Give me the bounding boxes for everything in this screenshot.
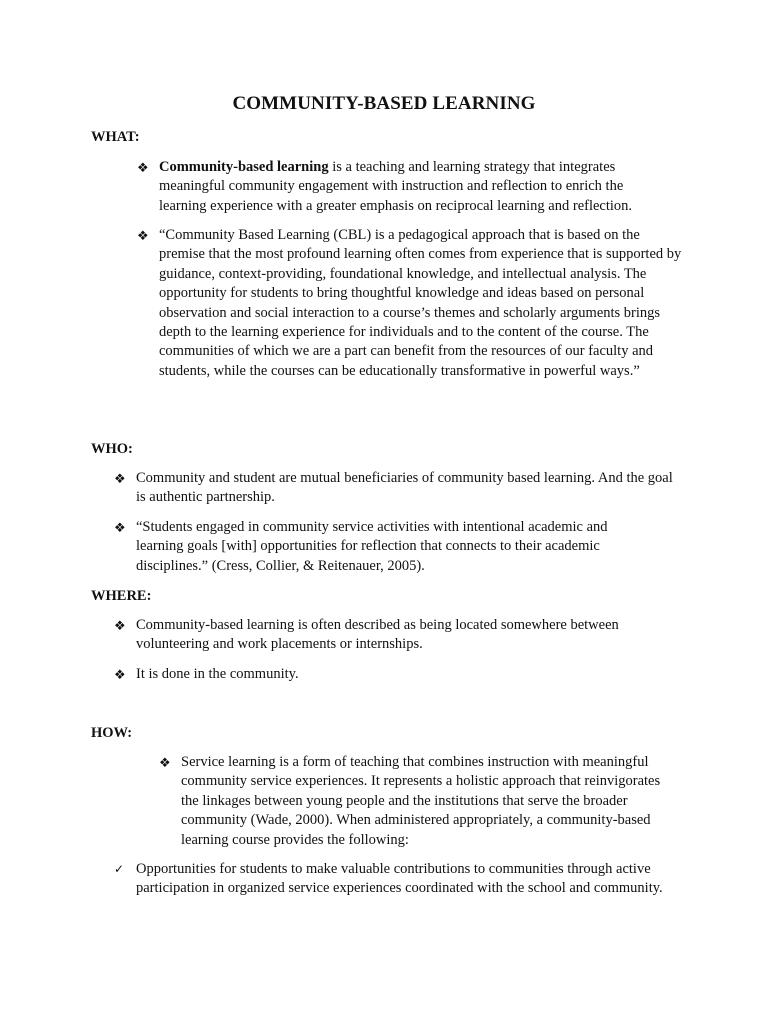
list-item <box>114 518 656 576</box>
diamond-bullet-icon: ❖ <box>114 471 126 486</box>
list-item-text: Service learning is a form of teaching that combines instruction with meaningful community service experiences. It represents a holistic approach that reinvigorates the linkages between young people and the institutions that serve the broader community (Wade, 2000). When administered appropriately, a community-based learning course provides the following: <box>181 754 661 848</box>
list-item <box>114 469 681 508</box>
list-item-text: Community and student are mutual beneficiaries of community based learning. And the goal is authentic partnership. <box>136 470 673 506</box>
diamond-bullet-icon: ❖ <box>114 667 126 682</box>
list-item <box>114 665 656 684</box>
diamond-bullet-icon: ❖ <box>114 520 126 535</box>
bold-term: Community-based learning <box>159 159 329 175</box>
section-heading-who: WHO: <box>91 441 133 457</box>
diamond-bullet-icon: ❖ <box>159 755 171 770</box>
checklist-item-text: Opportunities for students to make valuable contributions to communities through active participation in organized service experiences coordinated with the school and community. <box>136 861 663 897</box>
list-item <box>159 753 681 850</box>
list-item-text: “Community Based Learning (CBL) is a pedagogical approach that is based on the premise that the most profound learning often comes from experience that is supported by guidance, context-providing, foundational knowledge, and intellectual analysis. The opportunity for students to bring thoughtful knowledge and ideas based on personal observation and social interaction to a course’s themes and scholarly arguments brings depth to the learning experience for individuals and to the content of the course. The communities of which we are a part can benefit from the resources of our faculty and students, while the courses can be educationally transformative in powerful ways.” <box>159 227 682 379</box>
checkmark-icon: ✓ <box>114 862 125 876</box>
list-item-text: It is done in the community. <box>136 666 299 682</box>
list-item-text: “Students engaged in community service activities with intentional academic and learning goals [with] opportunities for reflection that connects to their academic disciplines.” (Cress, Collier, & Reitenauer, 2005). <box>136 519 608 574</box>
list-item-text: Community-based learning is often described as being located somewhere between volunteering and work placements or internships. <box>136 617 619 653</box>
diamond-bullet-icon: ❖ <box>137 160 149 175</box>
checklist-item <box>114 860 676 899</box>
section-heading-where: WHERE: <box>91 588 152 604</box>
list-item-text: Community-based learning is a teaching and learning strategy that integrates meaningful community engagement with instruction and reflection to enrich the learning experience with a greater emphasis on reciprocal learning and reflection. <box>159 159 633 214</box>
section-heading-how: HOW: <box>91 725 133 741</box>
diamond-bullet-icon: ❖ <box>114 618 126 633</box>
list-item <box>137 158 659 216</box>
list-item <box>114 616 656 655</box>
section-heading-what: WHAT: <box>91 129 140 145</box>
list-item <box>137 226 683 381</box>
diamond-bullet-icon: ❖ <box>137 228 149 243</box>
page-title: COMMUNITY-BASED LEARNING <box>232 93 536 114</box>
